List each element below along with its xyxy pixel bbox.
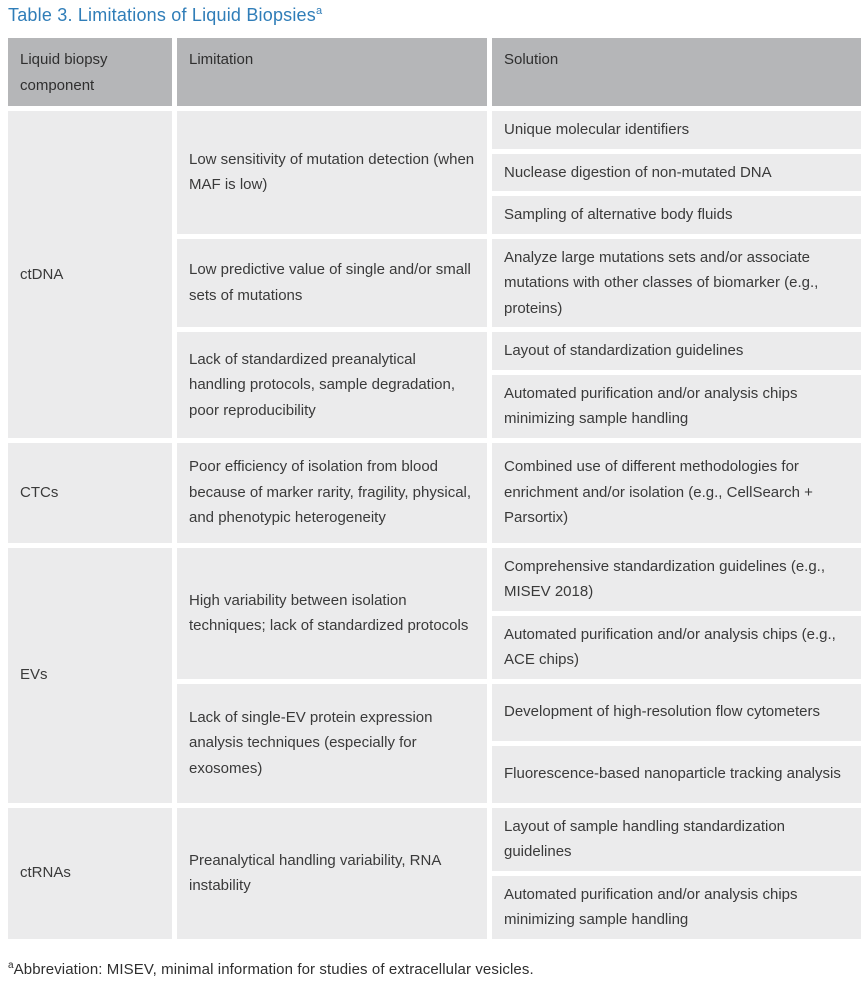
solution-cell: Layout of sample handling standardization guidelines <box>492 808 861 871</box>
limitation-cell: Lack of single-EV protein expression analysis techniques (especially for exosomes) <box>177 684 487 803</box>
solution-cell: Analyze large mutations sets and/or associate mutations with other classes of biomarker (e.g., proteins) <box>492 239 861 328</box>
limitation-cell: Preanalytical handling variability, RNA instability <box>177 808 487 939</box>
solution-cell: Automated purification and/or analysis chips minimizing sample handling <box>492 876 861 939</box>
column-header-solution: Solution <box>492 38 861 106</box>
component-cell-ctdna: ctDNA <box>8 111 172 438</box>
solution-cell: Nuclease digestion of non-mutated DNA <box>492 154 861 192</box>
table-row <box>8 548 861 611</box>
column-header-component: Liquid biopsy component <box>8 38 172 106</box>
table-footnote <box>8 960 858 978</box>
limitations-table <box>3 33 864 944</box>
component-cell-ctcs: CTCs <box>8 443 172 543</box>
solution-cell: Comprehensive standardization guidelines (e.g., MISEV 2018) <box>492 548 861 611</box>
solution-cell: Combined use of different methodologies for enrichment and/or isolation (e.g., CellSearch + Parsortix) <box>492 443 861 543</box>
solution-cell: Layout of standardization guidelines <box>492 332 861 370</box>
limitation-cell: High variability between isolation techniques; lack of standardized protocols <box>177 548 487 679</box>
table-row <box>8 111 861 149</box>
solution-cell: Unique molecular identifiers <box>492 111 861 149</box>
table-title-superscript: a <box>315 5 323 17</box>
table-title <box>8 5 858 26</box>
component-cell-ctrnas: ctRNAs <box>8 808 172 939</box>
footnote-superscript: a <box>8 959 14 971</box>
limitation-cell: Lack of standardized preanalytical handling protocols, sample degradation, poor reproducibility <box>177 332 487 438</box>
table-row <box>8 808 861 871</box>
limitation-cell: Low predictive value of single and/or small sets of mutations <box>177 239 487 328</box>
solution-cell: Automated purification and/or analysis chips (e.g., ACE chips) <box>492 616 861 679</box>
solution-cell: Sampling of alternative body fluids <box>492 196 861 234</box>
table-title-text: Table 3. Limitations of Liquid Biopsies <box>8 5 316 25</box>
header-row <box>8 38 861 106</box>
solution-cell: Automated purification and/or analysis chips minimizing sample handling <box>492 375 861 438</box>
paper-table-figure <box>8 5 858 978</box>
solution-cell: Development of high-resolution flow cytometers <box>492 684 861 741</box>
limitation-cell: Poor efficiency of isolation from blood because of marker rarity, fragility, physical, and phenotypic heterogeneity <box>177 443 487 543</box>
footnote-text: Abbreviation: MISEV, minimal information for studies of extracellular vesicles. <box>13 960 534 978</box>
solution-cell: Fluorescence-based nanoparticle tracking analysis <box>492 746 861 803</box>
table-row <box>8 443 861 543</box>
limitation-cell: Low sensitivity of mutation detection (when MAF is low) <box>177 111 487 234</box>
component-cell-evs: EVs <box>8 548 172 803</box>
column-header-limitation: Limitation <box>177 38 487 106</box>
